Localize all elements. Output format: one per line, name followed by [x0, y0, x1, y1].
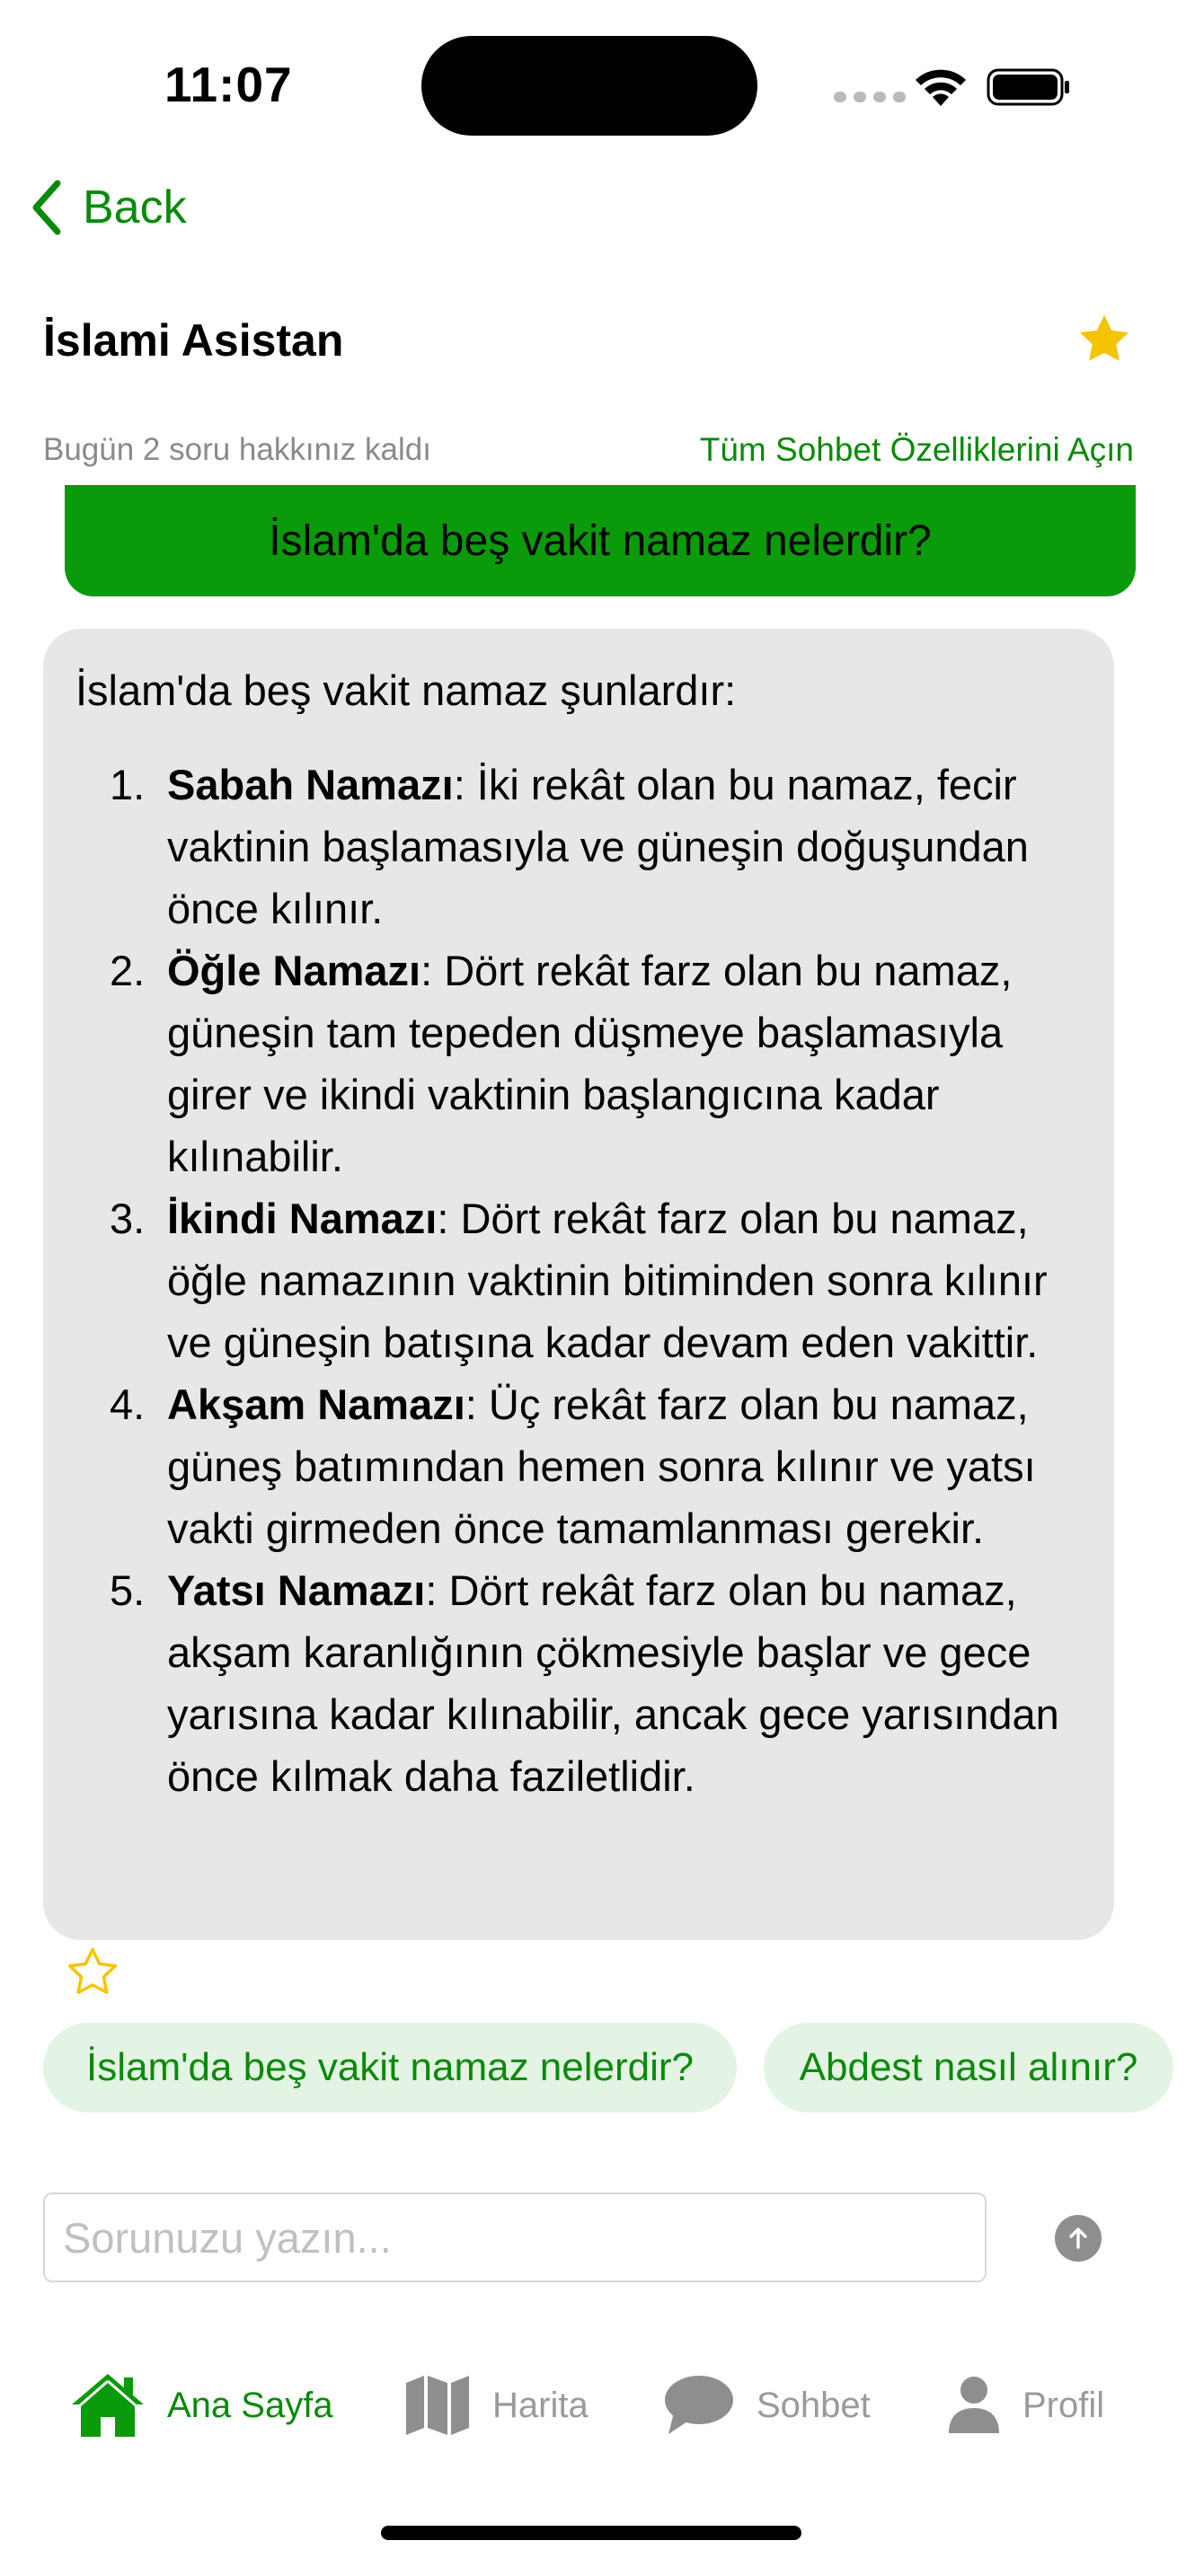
page-title: İslami Asistan — [43, 315, 344, 366]
user-question-bubble: İslam'da beş vakit namaz nelerdir? — [65, 485, 1136, 596]
tab-label: Harita — [492, 2385, 589, 2425]
person-icon — [947, 2376, 1001, 2435]
assistant-answer-bubble — [43, 629, 1114, 1940]
tab-chat[interactable] — [663, 2368, 871, 2443]
answer-intro: İslam'da beş vakit namaz şunlardır: — [75, 666, 737, 714]
arrow-up-icon — [1065, 2225, 1092, 2252]
back-label: Back — [83, 181, 187, 234]
back-button[interactable] — [31, 180, 187, 235]
cellular-signal-icon — [834, 92, 906, 102]
suggestion-chip[interactable]: İslam'da beş vakit namaz nelerdir? — [43, 2023, 737, 2113]
home-icon — [70, 2372, 146, 2439]
map-icon — [404, 2374, 471, 2437]
tab-home[interactable] — [70, 2368, 333, 2443]
wifi-icon — [913, 65, 969, 108]
battery-icon — [987, 68, 1071, 106]
chat-bubble-icon — [663, 2373, 735, 2438]
tab-label: Profil — [1022, 2385, 1105, 2425]
tab-map[interactable] — [404, 2368, 589, 2443]
status-time: 11:07 — [164, 57, 293, 112]
chevron-left-icon — [31, 180, 63, 235]
answer-list-item: 1. Sabah Namazı: İki rekât olan bu namaz, fecir vaktinin başlamasıyla ve güneşin doğuşundan önce kılınır. — [110, 761, 1029, 932]
tab-label: Sohbet — [757, 2385, 871, 2425]
unlock-features-link[interactable]: Tüm Sohbet Özelliklerini Açın — [699, 431, 1134, 468]
send-button[interactable] — [1055, 2215, 1102, 2262]
save-answer-star-icon[interactable] — [65, 1945, 120, 1999]
answer-list — [75, 754, 1084, 1807]
favorite-star-icon[interactable] — [1075, 311, 1134, 368]
answer-list-item: 3. İkindi Namazı: Dört rekât farz olan bu namaz, öğle namazının vaktinin bitiminden sonra kılınır ve güneşin batışına kadar devam eden vakittir. — [110, 1195, 1048, 1366]
tab-label: Ana Sayfa — [167, 2385, 333, 2425]
dynamic-island — [421, 36, 757, 136]
answer-list-item: 5. Yatsı Namazı: Dört rekât farz olan bu namaz, akşam karanlığının çökmesiyle başlar ve gece yarısına kadar kılınabilir, ancak gece yarısından önce kılmak daha faziletlidir. — [110, 1566, 1059, 1800]
question-input[interactable] — [43, 2192, 987, 2282]
answer-list-item: 4. Akşam Namazı: Üç rekât farz olan bu namaz, güneş batımından hemen sonra kılınır ve yatsı vakti girmeden önce tamamlanması gerekir. — [110, 1381, 1036, 1552]
answer-list-item: 2. Öğle Namazı: Dört rekât farz olan bu namaz, güneşin tam tepeden düşmeye başlamasıyla girer ve ikindi vaktinin başlangıcına kadar kılınabilir. — [110, 947, 1013, 1180]
home-indicator — [381, 2526, 801, 2540]
remaining-questions-text: Bugün 2 soru hakkınız kaldı — [43, 432, 431, 467]
tab-profile[interactable] — [947, 2368, 1104, 2443]
suggestion-chip[interactable]: Abdest nasıl alınır? — [764, 2023, 1173, 2113]
